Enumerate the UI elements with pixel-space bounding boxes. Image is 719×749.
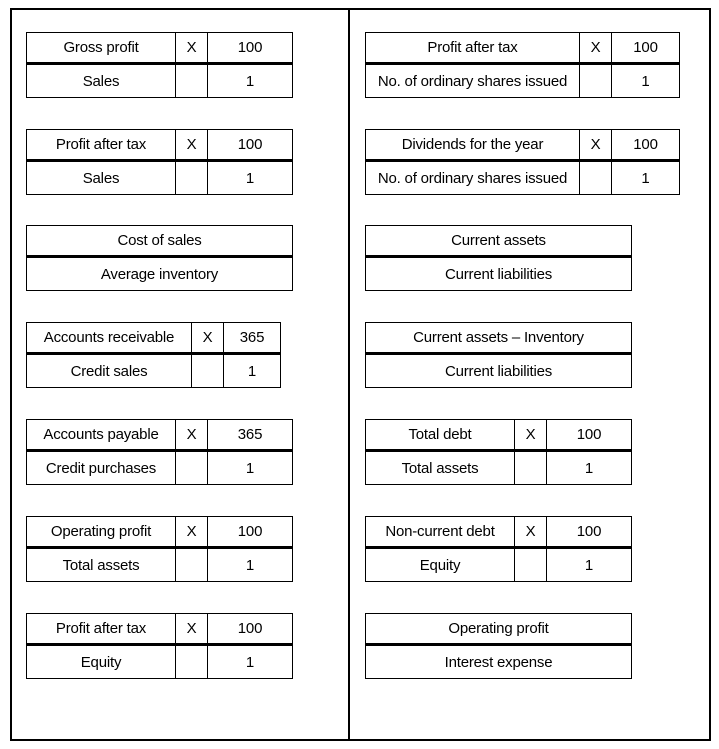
multiplier-denominator: 1 [207, 162, 292, 194]
empty-cell [175, 646, 207, 678]
ratio-interest-cover [365, 613, 632, 679]
multiplier-value: 365 [207, 420, 292, 449]
column-divider [348, 8, 350, 741]
multiplier-value: 100 [207, 517, 292, 546]
ratio-debt-ratio [365, 419, 632, 485]
ratio-return-on-equity [26, 613, 293, 679]
ratio-numerator: Accounts payable [43, 426, 159, 443]
ratio-current-ratio [365, 225, 632, 291]
multiplier-value: 100 [546, 517, 631, 546]
ratio-numerator: Accounts receivable [43, 329, 175, 346]
ratio-numerator: Current assets – Inventory [413, 329, 584, 346]
multiplier-denominator: 1 [207, 452, 292, 484]
multiplier-denominator: 1 [611, 162, 679, 194]
ratio-numerator: Cost of sales [117, 232, 202, 249]
multiply-sign: X [175, 33, 207, 62]
empty-cell [579, 65, 611, 97]
ratio-denominator: Sales [82, 72, 120, 90]
multiply-sign: X [579, 130, 611, 159]
multiplier-value: 100 [611, 33, 679, 62]
empty-cell [175, 65, 207, 97]
ratio-numerator: Profit after tax [55, 620, 147, 637]
empty-cell [175, 452, 207, 484]
multiplier-value: 100 [546, 420, 631, 449]
ratio-numerator: Non-current debt [385, 523, 495, 540]
multiplier-denominator: 1 [223, 355, 280, 387]
multiplier-denominator: 1 [546, 452, 631, 484]
multiplier-value: 100 [207, 614, 292, 643]
multiply-sign: X [191, 323, 223, 352]
multiplier-denominator: 1 [207, 646, 292, 678]
empty-cell [175, 549, 207, 581]
ratio-dividends-per-share [365, 129, 680, 195]
ratio-denominator: No. of ordinary shares issued [377, 169, 568, 187]
ratio-numerator: Total debt [408, 426, 472, 443]
empty-cell [514, 549, 546, 581]
ratio-numerator: Gross profit [63, 39, 139, 56]
ratio-numerator: Operating profit [448, 620, 549, 637]
multiplier-value: 100 [611, 130, 679, 159]
multiply-sign: X [175, 517, 207, 546]
empty-cell [579, 162, 611, 194]
ratio-denominator: No. of ordinary shares issued [377, 72, 568, 90]
ratio-numerator: Current assets [451, 232, 546, 249]
multiplier-denominator: 1 [207, 65, 292, 97]
ratio-gearing [365, 516, 632, 582]
multiplier-denominator: 1 [207, 549, 292, 581]
ratio-receivable-days [26, 322, 281, 388]
ratio-denominator: Average inventory [100, 265, 219, 283]
multiplier-value: 100 [207, 130, 292, 159]
ratio-denominator: Credit purchases [45, 459, 157, 477]
ratio-net-profit-margin [26, 129, 293, 195]
empty-cell [175, 162, 207, 194]
ratio-denominator: Total assets [62, 556, 140, 574]
ratio-gross-profit-margin [26, 32, 293, 98]
ratio-numerator: Operating profit [50, 523, 152, 540]
ratio-earnings-per-share [365, 32, 680, 98]
ratio-inventory-turnover [26, 225, 293, 291]
ratio-quick-ratio [365, 322, 632, 388]
empty-cell [191, 355, 223, 387]
ratio-denominator: Credit sales [70, 362, 148, 380]
multiplier-value: 100 [207, 33, 292, 62]
ratio-numerator: Profit after tax [427, 39, 518, 56]
multiplier-value: 365 [223, 323, 280, 352]
ratio-denominator: Interest expense [444, 653, 553, 671]
ratio-denominator: Equity [80, 653, 122, 671]
multiplier-denominator: 1 [546, 549, 631, 581]
ratio-return-on-assets [26, 516, 293, 582]
ratio-denominator: Equity [419, 556, 461, 574]
multiplier-denominator: 1 [611, 65, 679, 97]
multiply-sign: X [175, 614, 207, 643]
multiply-sign: X [175, 130, 207, 159]
multiply-sign: X [514, 517, 546, 546]
ratio-denominator: Sales [82, 169, 120, 187]
ratio-denominator: Current liabilities [444, 265, 553, 283]
multiply-sign: X [514, 420, 546, 449]
ratio-numerator: Profit after tax [55, 136, 147, 153]
ratio-denominator: Current liabilities [444, 362, 553, 380]
empty-cell [514, 452, 546, 484]
ratio-payable-days [26, 419, 293, 485]
ratio-numerator: Dividends for the year [401, 136, 544, 153]
ratio-denominator: Total assets [401, 459, 479, 477]
multiply-sign: X [175, 420, 207, 449]
multiply-sign: X [579, 33, 611, 62]
